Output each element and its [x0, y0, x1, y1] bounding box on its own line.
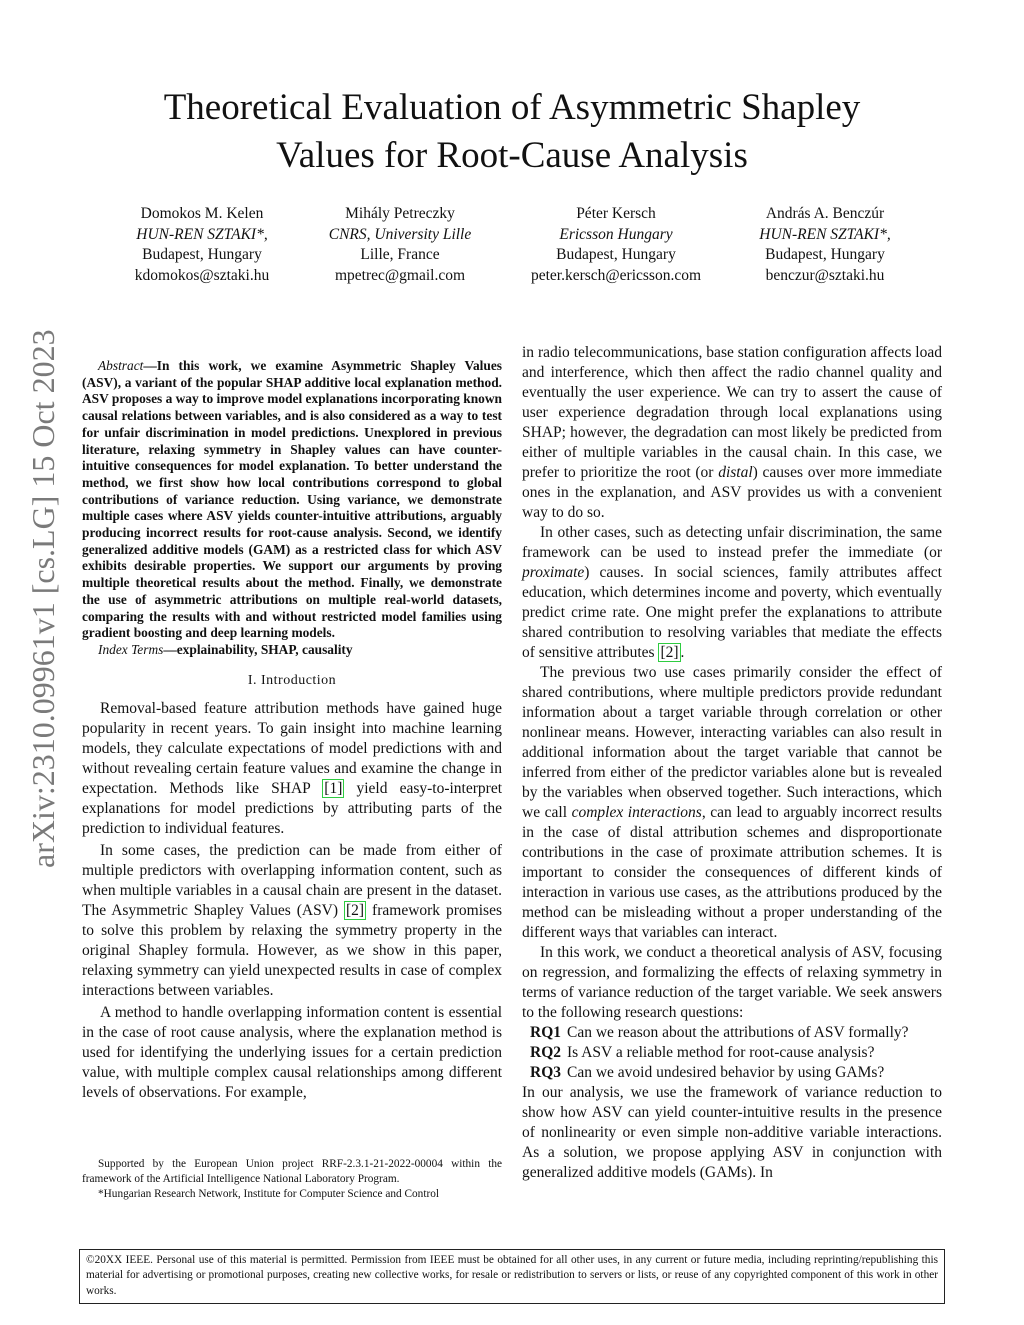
author-block-3	[511, 204, 721, 286]
intro-paragraph-5: In other cases, such as detecting unfair discrimination, the same framework can be used to instead prefer the immediate (or proximate) causes. In social sciences, family attributes affect education, which determines income and poverty, which eventually predict crime rate. One might prefer the explanations to attribute shared contribution to resolving variables that mediate the effects of sensitive attributes [2] .	[522, 524, 942, 661]
author-email[interactable]: benczur@sztaki.hu	[765, 266, 885, 284]
footnote-support: Supported by the European Union project RRF-2.3.1-21-2022-00004 within the framework of the Artificial Intelligence National Laboratory Program.	[82, 1158, 502, 1185]
author-name: András A. Benczúr	[765, 205, 885, 222]
author-location: Budapest, Hungary	[556, 246, 676, 263]
author-location: Budapest, Hungary	[142, 246, 262, 263]
intro-paragraph-3: A method to handle overlapping information content is essential in the case of root cause analysis, where the explanation method is used for identifying the underlying issues for a certain prediction value, with multiple complex causal relationships among different levels of observations. For example,	[82, 1003, 502, 1101]
arxiv-identifier[interactable]: arXiv:2310.09961v1 [cs.LG] 15 Oct 2023	[25, 329, 61, 868]
citation-link[interactable]: [2]	[660, 644, 679, 661]
author-affiliation: CNRS, University Lille	[328, 225, 472, 243]
author-email[interactable]: kdomokos@sztaki.hu	[134, 266, 270, 284]
research-question-2: RQ2 Is ASV a reliable method for root-cause analysis?	[530, 1044, 875, 1061]
author-name: Domokos M. Kelen	[140, 205, 264, 222]
author-block-4	[720, 204, 930, 286]
author-location: Lille, France	[360, 246, 440, 263]
title-line-2: Values for Root-Cause Analysis	[276, 135, 748, 176]
author-name: Mihály Petreczky	[345, 205, 455, 222]
author-name: Péter Kersch	[576, 205, 656, 222]
author-affiliation: Ericsson Hungary	[559, 225, 673, 243]
citation-link[interactable]: [1]	[324, 779, 343, 797]
author-affiliation: HUN-REN SZTAKI*,	[759, 225, 891, 243]
right-column	[522, 343, 942, 1183]
author-block-1	[97, 204, 307, 286]
author-email[interactable]: peter.kersch@ericsson.com	[530, 266, 702, 284]
paper-title	[110, 84, 914, 180]
index-terms-label: Index Terms	[98, 641, 164, 657]
author-affiliation: HUN-REN SZTAKI*,	[136, 225, 268, 243]
abstract	[82, 358, 502, 642]
title-line-1: Theoretical Evaluation of Asymmetric Shapley	[163, 87, 861, 128]
abstract-label: Abstract	[98, 358, 144, 373]
intro-paragraph-1: Removal-based feature attribution methods have gained huge popularity in recent years. To gain insight into machine learning models, they calculate expectations of model predictions with and without revealing certain feature values and examine the change in expectation. Methods like SHAP [1] yield easy-to-interpret explanations for model predictions by attributing parts of the prediction to individual features.	[82, 699, 503, 837]
research-question-1: RQ1 Can we reason about the attributions of ASV formally?	[530, 1024, 909, 1041]
citation-link[interactable]: [2]	[346, 901, 365, 919]
intro-paragraph-4: in radio telecommunications, base station configuration affects load and interference, which then affect the radio channel quality and eventually the user experience. We can try to assert the cause of user experience degradation through local explanations using SHAP; however, the degradation can most likely be predicted from either of multiple variables in the causal chain. In this case, we prefer to prioritize the root (or distal) causes over more immediate ones in the explanation, and ASV provides us with a convenient way to do so.	[522, 344, 942, 521]
footnote	[82, 1157, 502, 1202]
intro-paragraph-7: In this work, we conduct a theoretical analysis of ASV, focusing on regression, and formalizing the effects of relaxing symmetry in terms of variance reduction of the target variable. We seek answers to the following research questions:	[522, 944, 942, 1021]
index-terms	[82, 642, 502, 659]
intro-paragraph-2: In some cases, the prediction can be made from either of multiple predictors with overlapping information content, such as when multiple variables in a causal chain are present in the dataset. The Asymmetric Shapley Values (ASV) [2] framework promises to solve this problem by relaxing the symmetry property in the original Shapley formula. However, as we show in this paper, relaxing symmetry can yield unexpected results in case of complex interactions between variables.	[82, 841, 502, 999]
intro-paragraph-6: The previous two use cases primarily consider the effect of shared contributions, where multiple predictors provide redundant information about a target variable through correlation or other nonlinear means. However, interacting variables can also result in additional information about the target variable that cannot be inferred from either of the predictor variables alone but is revealed by the variables when observed together. Such interactions, which we call complex interactions, can lead to arguably incorrect results in the case of distal attribution schemes and disproportionate contributions in the case of proximate attribution schemes. It is important to consider the consequences of different kinds of interaction in various use cases, as the attributions produced by the method can be misleading without a proper understanding of the different ways that variables can interact.	[522, 664, 942, 941]
intro-paragraph-8: In our analysis, we use the framework of variance reduction to show how ASV can yield counter-intuitive results in the presence of nonlinearity or even simple non-additive variable interactions. As a solution, we propose applying ASV in conjunction with generalized additive models (GAMs). In	[522, 1084, 942, 1181]
footnote-affiliation: *Hungarian Research Network, Institute for Computer Science and Control	[98, 1188, 440, 1200]
abstract-text: —In this work, we examine Asymmetric Shapley Values (ASV), a variant of the popular SHAP additive local explanation method. ASV proposes a way to improve model explanations incorporating known causal relations between variables, and is also considered as a way to test for unfair discrimination in model predictions. Unexplored in previous literature, relaxing symmetry in Shapley values can have counter-intuitive consequences for model explanation. To better understand the method, we first show how local contributions correspond to global contributions of variance reduction. Using variance, we demonstrate multiple cases where ASV yields counter-intuitive attributions, arguably producing incorrect results for root-cause analysis. Second, we identify generalized additive models (GAM) as a restricted class for which ASV exhibits desirable properties. We support our arguments by proving multiple theoretical results about the method. Finally, we demonstrate the use of asymmetric attributions on multiple real-world datasets, comparing the results with and without restricted model families using gradient boosting and deep learning models.	[82, 358, 502, 641]
author-block-2	[295, 204, 505, 286]
research-question-3: RQ3 Can we avoid undesired behavior by using GAMs?	[530, 1064, 885, 1081]
author-location: Budapest, Hungary	[765, 246, 885, 263]
copyright-notice: ©20XX IEEE. Personal use of this material is permitted. Permission from IEEE must be obtained for all other uses, in any current or future media, including reprinting/republishing this material for advertising or promotional purposes, creating new collective works, for resale or redistribution to servers or lists, or reuse of any copyrighted component of this work in other works.	[79, 1249, 945, 1304]
author-email[interactable]: mpetrec@gmail.com	[334, 266, 466, 284]
index-terms-text: —explainability, SHAP, causality	[163, 641, 353, 657]
left-column	[82, 358, 502, 1103]
section-heading-introduction: I. Introduction	[247, 672, 337, 688]
